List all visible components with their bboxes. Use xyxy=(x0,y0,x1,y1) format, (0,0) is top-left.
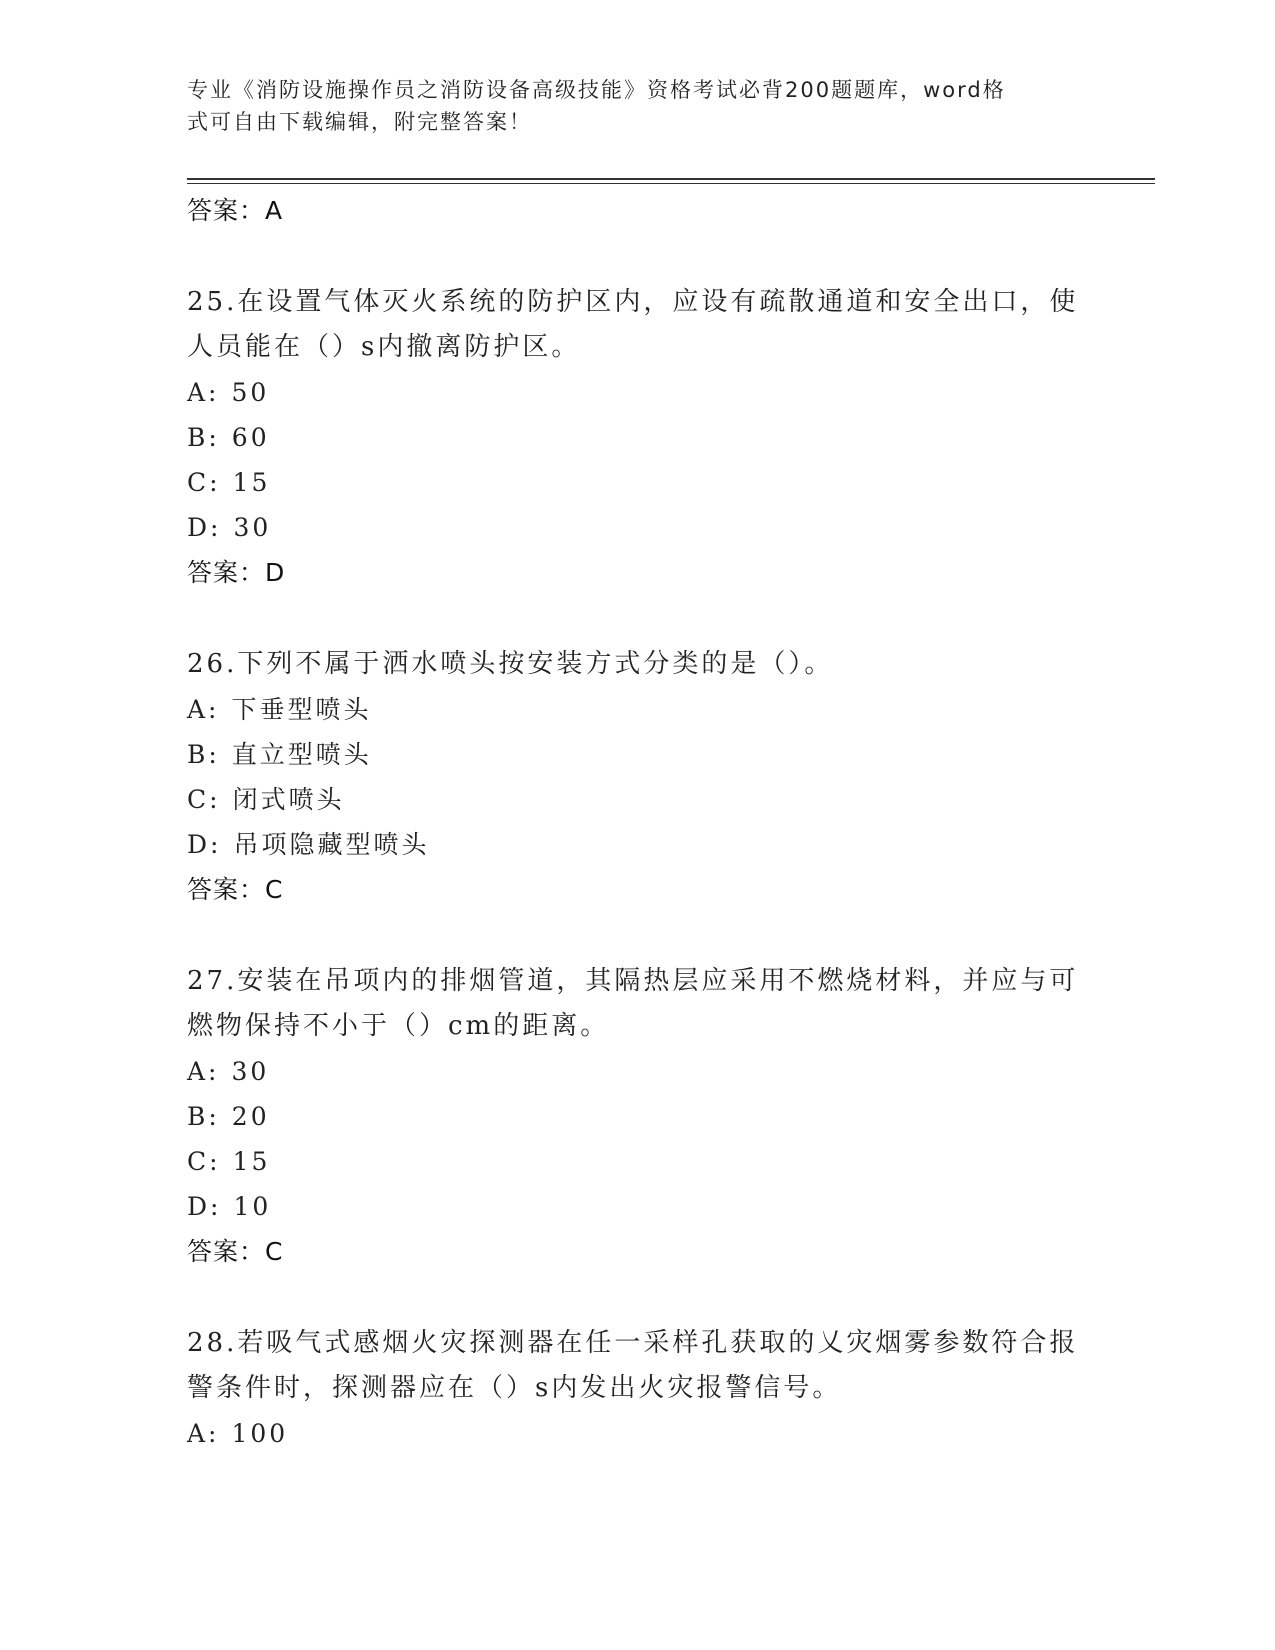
option-c xyxy=(187,777,1087,822)
question-item xyxy=(187,642,1087,913)
option-a xyxy=(187,1411,1087,1456)
option-value: 吊项隐藏型喷头 xyxy=(233,830,430,859)
header-line-1: 专业《消防设施操作员之消防设备高级技能》资格考试必背200题题库，word格 xyxy=(187,78,1006,102)
answer-line: 答案：C xyxy=(187,875,284,904)
option-key: D: xyxy=(187,1192,222,1221)
option-b xyxy=(187,415,1087,460)
question-text: 26.下列不属于洒水喷头按安装方式分类的是（）。 xyxy=(187,649,834,679)
option-key: A: xyxy=(187,1057,220,1086)
option-key: D: xyxy=(187,513,222,542)
option-a xyxy=(187,370,1087,415)
option-value: 30 xyxy=(231,1057,270,1086)
option-value: 50 xyxy=(231,378,270,407)
option-key: B: xyxy=(187,423,220,452)
question-text: 27.安装在吊项内的排烟管道，其隔热层应采用不燃烧材料，并应与可燃物保持不小于（）cm的距离。 xyxy=(187,966,1079,1041)
option-value: 20 xyxy=(231,1102,270,1131)
option-key: D: xyxy=(187,830,222,859)
option-c xyxy=(187,1139,1087,1184)
option-key: C: xyxy=(187,468,221,497)
question-list xyxy=(187,188,1087,1456)
option-c xyxy=(187,460,1087,505)
option-value: 15 xyxy=(232,468,271,497)
option-b xyxy=(187,732,1087,777)
option-key: A: xyxy=(187,695,220,724)
question-item xyxy=(187,1321,1087,1456)
option-key: B: xyxy=(187,740,220,769)
option-key: A: xyxy=(187,378,220,407)
document-header xyxy=(187,74,1067,138)
header-line-2: 式可自由下载编辑，附完整答案！ xyxy=(187,110,532,134)
question-item xyxy=(187,959,1087,1275)
option-b xyxy=(187,1094,1087,1139)
header-divider-thin xyxy=(187,183,1155,184)
header-divider-thick xyxy=(187,178,1155,180)
question-text: 28.若吸气式感烟火灾探测器在任一采样孔获取的乂灾烟雾参数符合报警条件时，探测器应在（）s内发出火灾报警信号。 xyxy=(187,1328,1079,1403)
option-a xyxy=(187,687,1087,732)
answer-line: 答案：C xyxy=(187,1237,284,1266)
option-a xyxy=(187,1049,1087,1094)
option-d xyxy=(187,1184,1087,1229)
option-key: A: xyxy=(187,1419,220,1448)
option-d xyxy=(187,822,1087,867)
option-key: C: xyxy=(187,1147,221,1176)
option-value: 下垂型喷头 xyxy=(231,695,372,724)
answer-line: 答案：D xyxy=(187,558,286,587)
option-value: 15 xyxy=(232,1147,271,1176)
option-value: 10 xyxy=(233,1192,272,1221)
option-value: 直立型喷头 xyxy=(231,740,372,769)
option-key: C: xyxy=(187,785,221,814)
option-value: 60 xyxy=(231,423,270,452)
option-value: 100 xyxy=(231,1419,289,1448)
question-item xyxy=(187,280,1087,596)
answer-line: 答案：A xyxy=(187,196,284,225)
question-text: 25.在设置气体灭火系统的防护区内，应设有疏散通道和安全出口，使人员能在（）s内撤离防护区。 xyxy=(187,287,1079,362)
option-value: 30 xyxy=(233,513,272,542)
option-key: B: xyxy=(187,1102,220,1131)
option-d xyxy=(187,505,1087,550)
option-value: 闭式喷头 xyxy=(232,785,345,814)
